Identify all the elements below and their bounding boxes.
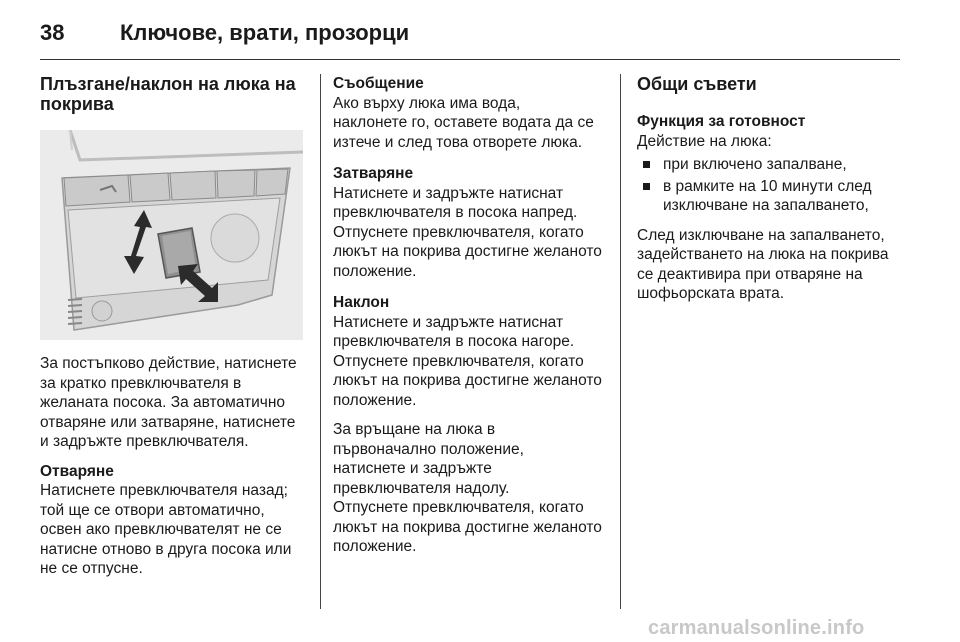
list-item: в рамките на 10 минути след изключване на запалването, (637, 177, 905, 216)
column-divider-2 (620, 74, 621, 609)
subheading-readiness: Функция за готовност (637, 113, 806, 130)
subheading-tilt: Наклон (333, 294, 390, 311)
return-paragraph: За връщане на люка в първоначално положение, натиснете и задръжте превключвателя надолу. Отпуснете превключвателя, когато люкът на покрива достигне желаното положение. (333, 421, 602, 555)
column-middle (333, 74, 605, 569)
column-divider-1 (320, 74, 321, 609)
subheading-message: Съобщение (333, 75, 424, 92)
message-paragraph: Ако върху люка има вода, наклонете го, оставете водата да се изтече и след това отворете люка. (333, 94, 594, 151)
intro-paragraph: За постъпково действие, натиснете за кратко превключвателя в желаната посока. За автоматично отваряне или затваряне, натиснете и задръжте превключвателя. (40, 355, 297, 450)
column-right (637, 74, 905, 314)
readiness-list (637, 155, 905, 216)
opening-paragraph: Натиснете превключвателя назад; той ще се отвори автоматично, освен ако превключвателят не се натисне отново в друга посока или не се отпусне. (40, 482, 292, 577)
tilt-paragraph: Натиснете и задръжте натиснат превключвателя в посока нагоре. Отпуснете превключвателя, когато люкът на покрива достигне желаното положение. (333, 313, 602, 409)
subheading-closing: Затваряне (333, 165, 414, 182)
header-divider (40, 59, 900, 60)
page-number: 38 (40, 20, 65, 45)
section-heading-sunroof: Плъзгане/наклон на люка на покрива (40, 74, 296, 114)
deactivation-paragraph: След изключване на запалването, задействането на люка на покрива се деактивира при отваряне на шофьорската врата. (637, 226, 889, 302)
page-title: Ключове, врати, прозорци (120, 20, 410, 45)
section-heading-general-tips: Общи съвети (637, 74, 757, 94)
sunroof-switch-illustration (40, 130, 303, 340)
closing-paragraph: Натиснете и задръжте натиснат превключвателя в посока напред. Отпуснете превключвателя, когато люкът на покрива достигне желаното положение. (333, 184, 602, 280)
readiness-intro: Действие на люка: (637, 132, 772, 150)
list-item: при включено запалване, (637, 155, 905, 175)
column-left (40, 74, 305, 591)
subheading-opening: Отваряне (40, 462, 114, 480)
watermark: carmanualsonline.info (648, 617, 865, 639)
